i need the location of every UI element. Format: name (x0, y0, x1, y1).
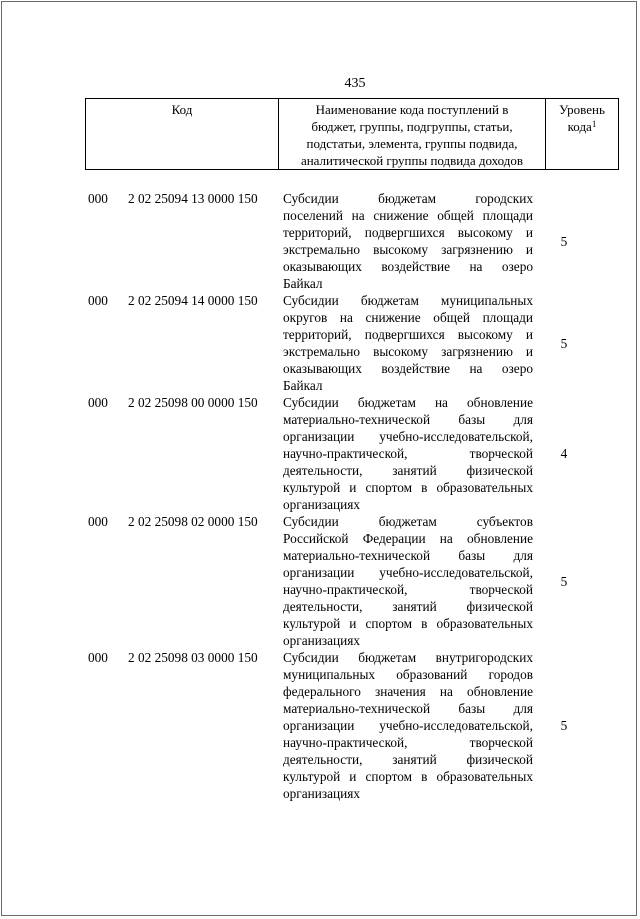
row-name-line: федерального значения на обновление (283, 684, 533, 699)
row-name-line: Субсидии бюджетам субъектов (283, 514, 533, 529)
row-prefix: 000 (88, 514, 108, 529)
row-name-line: материально-технической базы для (283, 412, 533, 427)
header-level-word: кода (567, 119, 592, 134)
row-level: 5 (560, 718, 568, 733)
row-name-line: деятельности, занятий физической (283, 599, 533, 614)
table-row (88, 292, 600, 394)
header-name-line: подстатьи, элемента, группы подвида, (306, 136, 518, 151)
row-name-line: территорий, подвергшихся высокому и (283, 225, 533, 240)
row-name (283, 394, 533, 513)
header-code-label: Код (171, 102, 193, 117)
row-name-line: оказывающих воздействие на озеро (283, 361, 533, 376)
row-name-line: материально-технической базы для (283, 548, 533, 563)
row-name (283, 513, 533, 649)
row-name-line: организациях (283, 633, 361, 648)
table-row (88, 190, 600, 292)
header-code-cell (86, 99, 279, 170)
row-name-line: экстремально высокому загрязнению и (283, 344, 533, 359)
row-name-line: Байкал (283, 276, 323, 291)
row-name-line: территорий, подвергшихся высокому и (283, 327, 533, 342)
header-name-cell (279, 99, 546, 170)
row-level: 4 (560, 446, 568, 461)
footnote-marker: 1 (591, 119, 597, 129)
row-name (283, 190, 533, 292)
table-header (85, 98, 619, 170)
row-prefix: 000 (88, 191, 108, 206)
row-name-line: Субсидии бюджетам внутригородских (283, 650, 533, 665)
row-name-line: организациях (283, 497, 361, 512)
row-name-line: культурой и спортом в образовательных (283, 480, 533, 495)
row-level: 5 (560, 573, 568, 589)
row-name-line: организации учебно-исследовательской, (283, 429, 533, 444)
header-name-line: Наименование кода поступлений в (315, 102, 509, 117)
row-name-line: культурой и спортом в образовательных (283, 616, 533, 631)
row-name-line: научно-практической, творческой (283, 582, 533, 597)
header-name-line: бюджет, группы, подгруппы, статьи, (311, 119, 513, 134)
row-code: 2 02 25098 02 0000 150 (128, 514, 258, 529)
row-name-line: организации учебно-исследовательской, (283, 718, 533, 733)
row-name-line: оказывающих воздействие на озеро (283, 259, 533, 274)
header-level-cell (546, 99, 619, 170)
row-name-line: материально-технической базы для (283, 701, 533, 716)
row-name-line: округов на снижение общей площади (283, 310, 533, 325)
row-name-line: культурой и спортом в образовательных (283, 769, 533, 784)
row-name-line: деятельности, занятий физической (283, 463, 533, 478)
table-row (88, 649, 600, 802)
row-prefix: 000 (88, 650, 108, 665)
row-code: 2 02 25098 00 0000 150 (128, 395, 258, 410)
row-name-line: муниципальных образований городов (283, 667, 533, 682)
row-name-line: Субсидии бюджетам муниципальных (283, 293, 533, 308)
header-level-line: Уровень (559, 102, 605, 117)
header-level-line (548, 118, 616, 135)
row-name-line: поселений на снижение общей площади (283, 208, 533, 223)
row-code: 2 02 25094 13 0000 150 (128, 191, 258, 206)
row-name-line: деятельности, занятий физической (283, 752, 533, 767)
row-name (283, 649, 533, 802)
header-name-line: аналитической группы подвида доходов (300, 153, 524, 168)
row-level: 5 (560, 233, 568, 249)
row-level: 5 (560, 335, 568, 351)
table-row (88, 513, 600, 649)
row-code: 2 02 25094 14 0000 150 (128, 293, 258, 308)
row-name-line: организации учебно-исследовательской, (283, 565, 533, 580)
row-prefix: 000 (88, 395, 108, 410)
row-name-line: экстремально высокому загрязнению и (283, 242, 533, 257)
row-name (283, 292, 533, 394)
row-code: 2 02 25098 03 0000 150 (128, 650, 258, 665)
row-name-line: организациях (283, 786, 361, 801)
income-code-list (88, 190, 600, 802)
row-name-line: Российской Федерации на обновление (283, 531, 533, 546)
row-name-line: Байкал (283, 378, 323, 393)
row-name-line: научно-практической, творческой (283, 446, 533, 461)
row-name-line: Субсидии бюджетам городских (283, 191, 533, 206)
row-name-line: научно-практической, творческой (283, 735, 533, 750)
row-prefix: 000 (88, 293, 108, 308)
page-number: 435 (344, 76, 366, 91)
row-name-line: Субсидии бюджетам на обновление (283, 395, 533, 410)
table-row (88, 394, 600, 513)
